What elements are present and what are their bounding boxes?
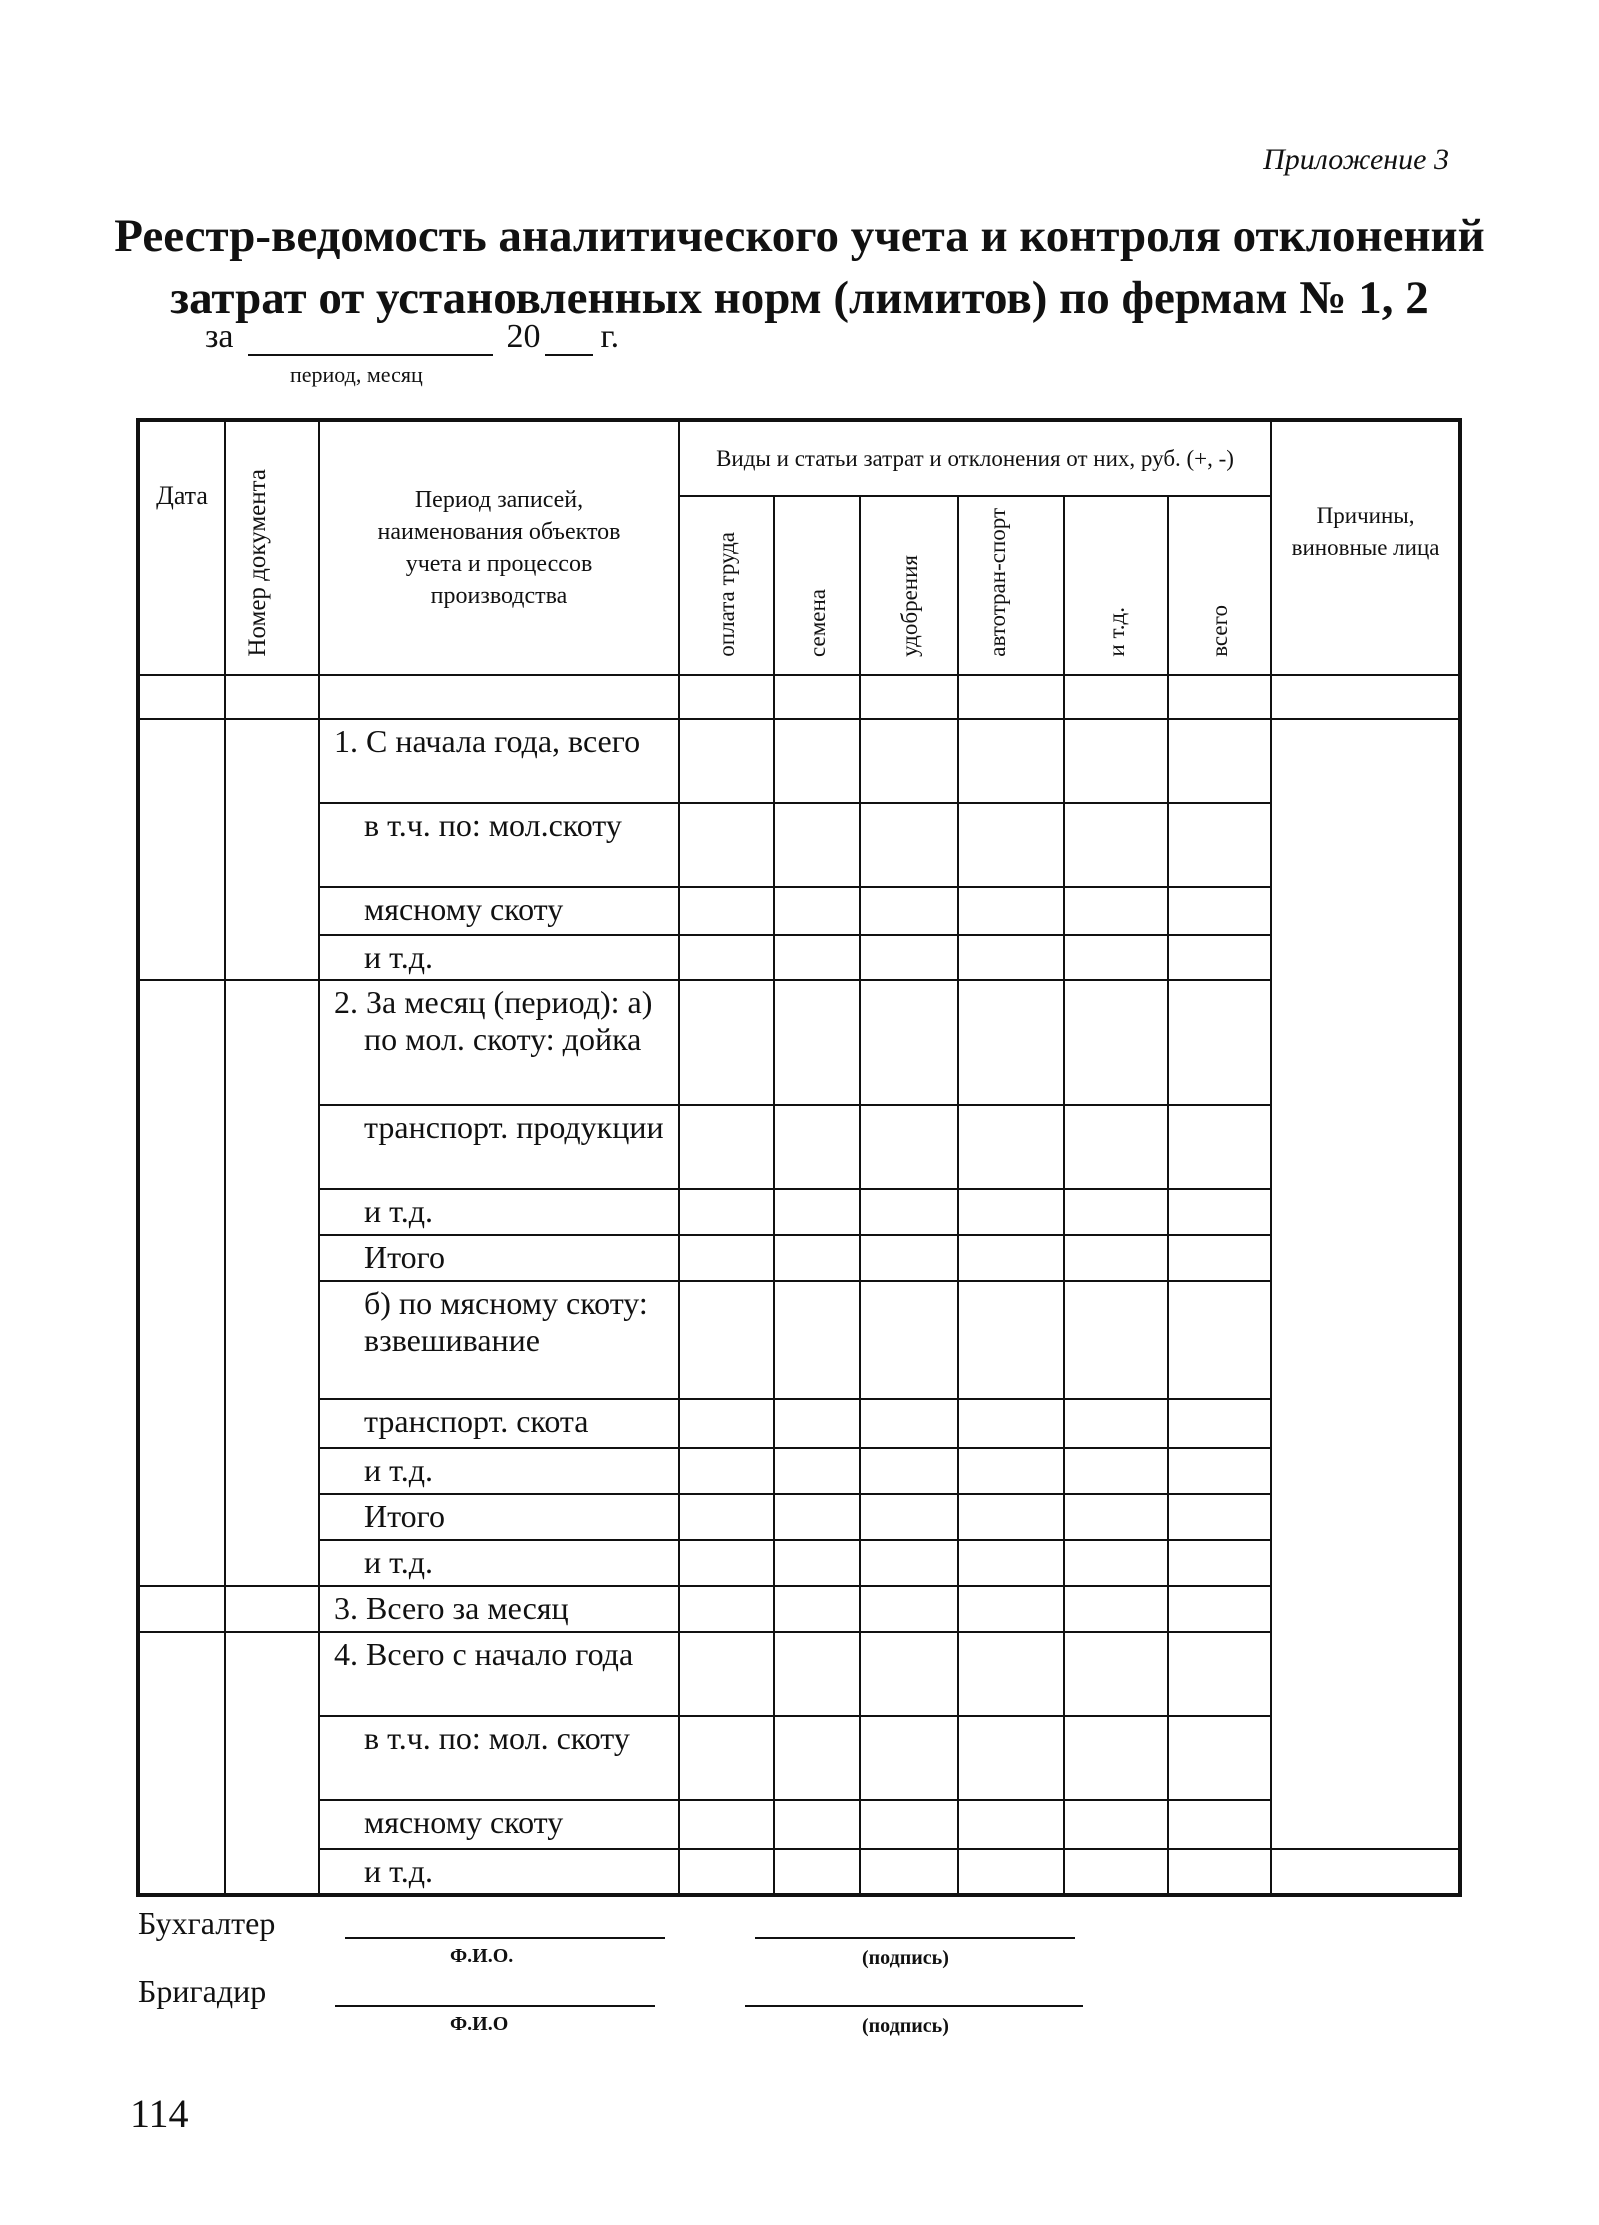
header-total bbox=[1168, 496, 1271, 675]
table-row bbox=[138, 1540, 1460, 1586]
accountant-signature-line[interactable] bbox=[755, 1937, 1075, 1939]
reasons-cell[interactable] bbox=[1271, 719, 1460, 1849]
header-labor-cost-text: оплата труда bbox=[714, 532, 739, 657]
brigadier-signature-line[interactable] bbox=[745, 2005, 1083, 2007]
row-label: транспорт. продукции bbox=[319, 1105, 679, 1189]
document-title bbox=[0, 205, 1599, 329]
table-row bbox=[138, 1586, 1460, 1632]
header-etc-text: и т.д. bbox=[1103, 607, 1129, 657]
accountant-name-hint: Ф.И.О. bbox=[450, 1945, 514, 1967]
period-prefix: за bbox=[205, 318, 234, 355]
header-fertilizers-text: удобрения bbox=[896, 555, 922, 657]
table-row bbox=[138, 1281, 1460, 1399]
doc-number-cell[interactable] bbox=[225, 1632, 319, 1895]
date-cell[interactable] bbox=[138, 980, 225, 1586]
date-cell[interactable] bbox=[138, 1586, 225, 1632]
table-row bbox=[138, 1105, 1460, 1189]
header-total-text: всего bbox=[1207, 605, 1233, 657]
row-label: Итого bbox=[319, 1494, 679, 1540]
row-label: и т.д. bbox=[319, 1448, 679, 1494]
doc-number-cell[interactable] bbox=[225, 1586, 319, 1632]
row-label: в т.ч. по: мол. скоту bbox=[319, 1716, 679, 1800]
table-row bbox=[138, 1849, 1460, 1895]
period-hint: период, месяц bbox=[290, 362, 423, 387]
row-label: транспорт. скота bbox=[319, 1399, 679, 1448]
period-year-field[interactable] bbox=[545, 324, 593, 356]
row-label: 4. Всего с начало года bbox=[319, 1632, 679, 1716]
header-labor-cost bbox=[679, 496, 774, 675]
row-label: и т.д. bbox=[319, 1540, 679, 1586]
brigadier-label: Бригадир bbox=[138, 1973, 267, 2009]
header-cost-group: Виды и статьи затрат и отклонения от них, руб. (+, -) bbox=[679, 420, 1271, 496]
header-records: Период записей, наименования объектов учета и процессов производства bbox=[319, 420, 679, 675]
period-line bbox=[205, 318, 619, 356]
table-row bbox=[138, 719, 1460, 803]
table-row bbox=[138, 1494, 1460, 1540]
brigadier-name-line[interactable] bbox=[335, 2005, 655, 2007]
row-label: мясному скоту bbox=[319, 887, 679, 935]
table-row bbox=[138, 1189, 1460, 1235]
period-month-field[interactable] bbox=[248, 324, 493, 356]
row-label: и т.д. bbox=[319, 1189, 679, 1235]
date-cell[interactable] bbox=[138, 719, 225, 980]
row-label: 2. За месяц (период): а) по мол. скоту: дойка bbox=[319, 980, 679, 1105]
row-label: в т.ч. по: мол.скоту bbox=[319, 803, 679, 887]
accountant-label: Бухгалтер bbox=[138, 1905, 276, 1941]
table-row bbox=[138, 1235, 1460, 1281]
row-label: мясному скоту bbox=[319, 1800, 679, 1849]
header-transport-text: автотран-спорт bbox=[985, 508, 1010, 657]
header-seeds bbox=[774, 496, 860, 675]
table-row bbox=[138, 1716, 1460, 1800]
row-label: 3. Всего за месяц bbox=[319, 1586, 679, 1632]
row-label: и т.д. bbox=[319, 1849, 679, 1895]
table-row bbox=[138, 803, 1460, 887]
row-label: и т.д. bbox=[319, 935, 679, 980]
table-row bbox=[138, 887, 1460, 935]
row-label: 1. С начала года, всего bbox=[319, 719, 679, 803]
page-number: 114 bbox=[130, 2091, 189, 2136]
doc-number-cell[interactable] bbox=[225, 719, 319, 980]
period-year: 20 bbox=[506, 318, 541, 355]
appendix-label: Приложение 3 bbox=[1263, 143, 1449, 176]
date-cell[interactable] bbox=[138, 1632, 225, 1895]
brigadier-name-hint: Ф.И.О bbox=[450, 2013, 509, 2035]
blank-row bbox=[138, 675, 1460, 719]
header-doc-number-text: Номер документа bbox=[244, 469, 271, 657]
header-reasons: Причины, виновные лица bbox=[1271, 420, 1460, 675]
register-table bbox=[136, 418, 1462, 1897]
table-row bbox=[138, 1632, 1460, 1716]
accountant-signature-hint: (подпись) bbox=[862, 1947, 949, 1969]
header-seeds-text: семена bbox=[804, 589, 830, 657]
doc-number-cell[interactable] bbox=[225, 980, 319, 1586]
header-row-1 bbox=[138, 420, 1460, 496]
header-doc-number bbox=[225, 420, 319, 675]
header-date: Дата bbox=[138, 420, 225, 675]
table-row bbox=[138, 1448, 1460, 1494]
table-row bbox=[138, 935, 1460, 980]
table-row bbox=[138, 1399, 1460, 1448]
table-row bbox=[138, 980, 1460, 1105]
brigadier-signature-hint: (подпись) bbox=[862, 2015, 949, 2037]
row-label: Итого bbox=[319, 1235, 679, 1281]
row-label: б) по мясному скоту: взвешивание bbox=[319, 1281, 679, 1399]
header-fertilizers bbox=[860, 496, 958, 675]
title-line-2: затрат от установленных норм (лимитов) по фермам № 1, 2 bbox=[170, 272, 1429, 324]
header-etc bbox=[1064, 496, 1168, 675]
period-suffix: г. bbox=[600, 318, 620, 355]
title-line-1: Реестр-ведомость аналитического учета и контроля отклонений bbox=[114, 210, 1485, 262]
accountant-name-line[interactable] bbox=[345, 1937, 665, 1939]
table-row bbox=[138, 1800, 1460, 1849]
header-transport bbox=[958, 496, 1064, 675]
